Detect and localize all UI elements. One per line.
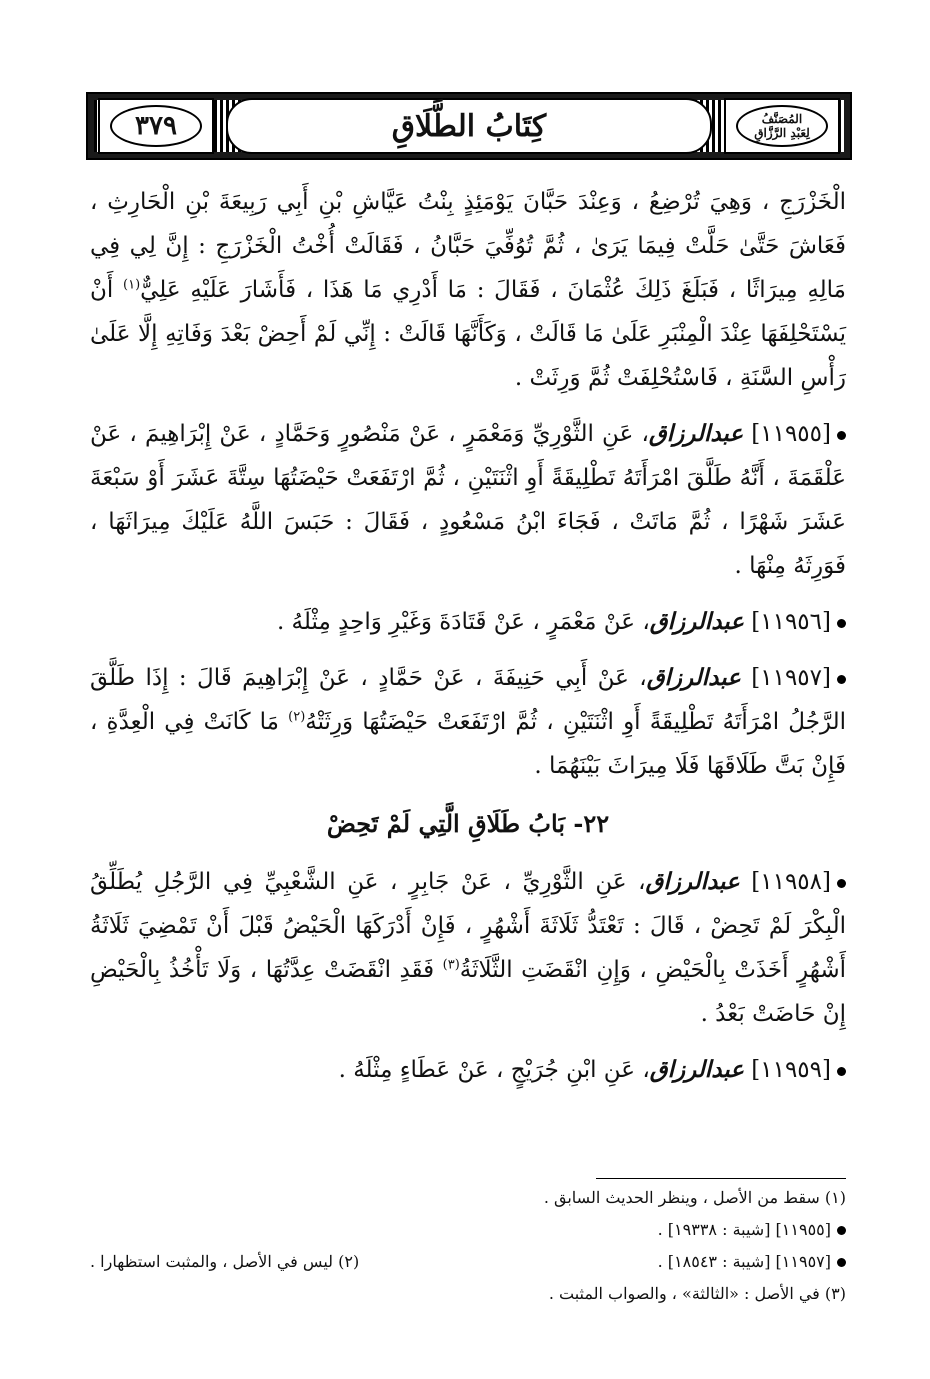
hadith-number: [١١٩٥٨] xyxy=(751,869,831,895)
hadith-11955: [١١٩٥٥] عبدالرزاق، عَنِ الثَّوْرِيِّ وَمَعْمَرٍ ، عَنْ مَنْصُورٍ وَحَمَّادٍ ، عَنْ إِبْرَاهِيمَ ، عَنْ عَلْقَمَةَ ، أَنَّهُ طَلَّقَ امْرَأَتَهُ تَطْلِيقَةً أَوِ اثْنَتَيْنِ ، ثُمَّ ارْتَفَعَتْ حَيْضَتُهَا سِتَّةَ عَشَرَ أَوْ سَبْعَةَ عَشَرَ شَهْرًا ، ثُمَّ مَاتَتْ ، فَجَاءَ ابْنُ مَسْعُودٍ ، فَقَالَ : حَبَسَ اللَّهُ عَلَيْكَ مِيرَاثَهَا ، فَوَرِثَهُ مِنْهَا . xyxy=(90,420,846,579)
footnote-row xyxy=(90,1246,846,1278)
footnote-3: (٣) في الأصل : «الثالثة» ، والصواب المثبت . xyxy=(548,1284,846,1303)
hadith-11958: [١١٩٥٨] عبدالرزاق، عَنِ الثَّوْرِيِّ ، عَنْ جَابِرٍ ، عَنِ الشَّعْبِيِّ فِي الرَّجُلِ يُطَلِّقُ الْبِكْرَ لَمْ تَحِضْ ، قَالَ : تَعْتَدُّ ثَلَاثَةَ أَشْهُرٍ ، فَإِنْ أَدْرَكَهَا الْحَيْضُ قَبْلَ أَنْ تَمْضِيَ ثَلَاثَةُ أَشْهُرٍ أَخَذَتْ بِالْحَيْضِ ، وَإِنِ انْقَضَتِ الثَّلَاثَةُ$^{(٣)}$ فَقَدِ انْقَضَتْ عِدَّتُهَا ، وَلَا تَأْخُذُ بِالْحَيْضِ إِنْ حَاضَتْ بَعْدُ . xyxy=(90,868,846,1027)
title-cartouche xyxy=(226,98,712,154)
narrator-name: عبدالرزاق xyxy=(649,608,744,635)
logo-line-1: المُصَنَّفُ xyxy=(761,112,803,126)
hadith-number: [١١٩٥٩] xyxy=(751,1057,831,1083)
hadith-11957: [١١٩٥٧] عبدالرزاق، عَنْ أَبِي حَنِيفَةَ ، عَنْ حَمَّادٍ ، عَنْ إِبْرَاهِيمَ قَالَ : إِذَا طَلَّقَ الرَّجُلُ امْرَأَتَهُ تَطْلِيقَةً أَوِ اثْنَتَيْنِ ، ثُمَّ ارْتَفَعَتْ حَيْضَتُهَا وَرِثَتْهُ$^{(٢)}$ مَا كَانَتْ فِي الْعِدَّةِ ، فَإِنْ بَتَّ طَلَاقَهَا فَلَا مِيرَاثَ بَيْنَهُمَا . xyxy=(90,664,847,779)
page-header xyxy=(86,92,852,160)
book-logo xyxy=(736,105,828,147)
footnote-divider xyxy=(596,1178,846,1179)
narrator-name: عبدالرزاق xyxy=(645,868,740,895)
paragraph-continuation: الْخَزْرَجِ ، وَهِيَ تُرْضِعُ ، وَعِنْدَ حَبَّانَ يَوْمَئِذٍ بِنْتُ عَيَّاشِ بْنِ أَبِي رَبِيعَةَ بْنِ الْحَارِثِ ، فَعَاشَ حَتَّىٰ حَلَّتْ فِيمَا يَرَىٰ ، ثُمَّ تُوُفِّيَ حَبَّانُ ، فَقَالَتْ أُخْتُ الْخَزْرَجِ : إِنَّ لِي فِي مَالِهِ مِيرَاثًا ، فَبَلَغَ ذَلِكَ عُثْمَانَ ، فَقَالَ : مَا أَدْرِي مَا هَذَا ، فَأَشَارَ عَلَيْهِ عَلِيٌّ$^{(١)}$ أَنْ يَسْتَحْلِفَهَا عِنْدَ الْمِنْبَرِ عَلَىٰ مَا قَالَتْ ، وَكَأَنَّهَا قَالَتْ : إِنِّي لَمْ أَحِضْ بَعْدَ وَفَاتِهِ إِلَّا عَلَىٰ رَأْسِ السَّنَةِ ، فَاسْتُحْلِفَتْ ثُمَّ وَرِثَتْ . xyxy=(90,189,847,391)
page-number-oval xyxy=(110,105,202,147)
bullet-icon xyxy=(837,675,846,684)
footnote-ref-2[interactable]: (٢) xyxy=(288,709,306,725)
bullet-icon xyxy=(837,431,846,440)
footnote-ref-3[interactable]: (٣) xyxy=(442,957,460,973)
book-logo-box xyxy=(724,98,840,154)
chapter-heading: ٢٢- بَابُ طَلَاقِ الَّتِي لَمْ تَحِضْ xyxy=(326,809,610,838)
logo-line-2: لِعَبْدِ الرَّزَّاقِ xyxy=(754,126,810,140)
page-number-box xyxy=(98,98,214,154)
bullet-icon xyxy=(837,879,846,888)
reference-11957: [١١٩٥٧] [شيبة : ١٨٥٤٣] . xyxy=(658,1246,846,1278)
bullet-icon xyxy=(837,1067,846,1076)
reference-11955: [١١٩٥٥] [شيبة : ١٩٣٣٨] . xyxy=(90,1214,846,1246)
main-text xyxy=(90,180,846,1104)
narrator-name: عبدالرزاق xyxy=(646,664,741,691)
narrator-name: عبدالرزاق xyxy=(649,1056,744,1083)
bullet-icon xyxy=(837,619,846,628)
book-title: كِتَابُ الطَّلَاقِ xyxy=(391,108,547,144)
bullet-icon xyxy=(837,1258,846,1267)
footnote-ref-1[interactable]: (١) xyxy=(123,277,141,293)
hadith-number: [١١٩٥٦] xyxy=(751,609,831,635)
hadith-number: [١١٩٥٧] xyxy=(751,665,832,691)
footnote-1: (١) سقط من الأصل ، وينظر الحديث السابق . xyxy=(543,1188,846,1207)
footnotes xyxy=(90,1182,846,1310)
hadith-number: [١١٩٥٥] xyxy=(751,421,832,447)
page-number: ٣٧٩ xyxy=(135,111,177,141)
footnote-2: (٢) ليس في الأصل ، والمثبت استظهارا . xyxy=(90,1252,360,1271)
bullet-icon xyxy=(837,1226,846,1235)
narrator-name: عبدالرزاق xyxy=(648,420,744,447)
hadith-11956: [١١٩٥٦] عبدالرزاق، عَنْ مَعْمَرٍ ، عَنْ قَتَادَةَ وَغَيْرِ وَاحِدٍ مِثْلَهُ . xyxy=(90,600,846,644)
hadith-11959: [١١٩٥٩] عبدالرزاق، عَنِ ابْنِ جُرَيْجٍ ، عَنْ عَطَاءٍ مِثْلَهُ . xyxy=(90,1048,846,1092)
